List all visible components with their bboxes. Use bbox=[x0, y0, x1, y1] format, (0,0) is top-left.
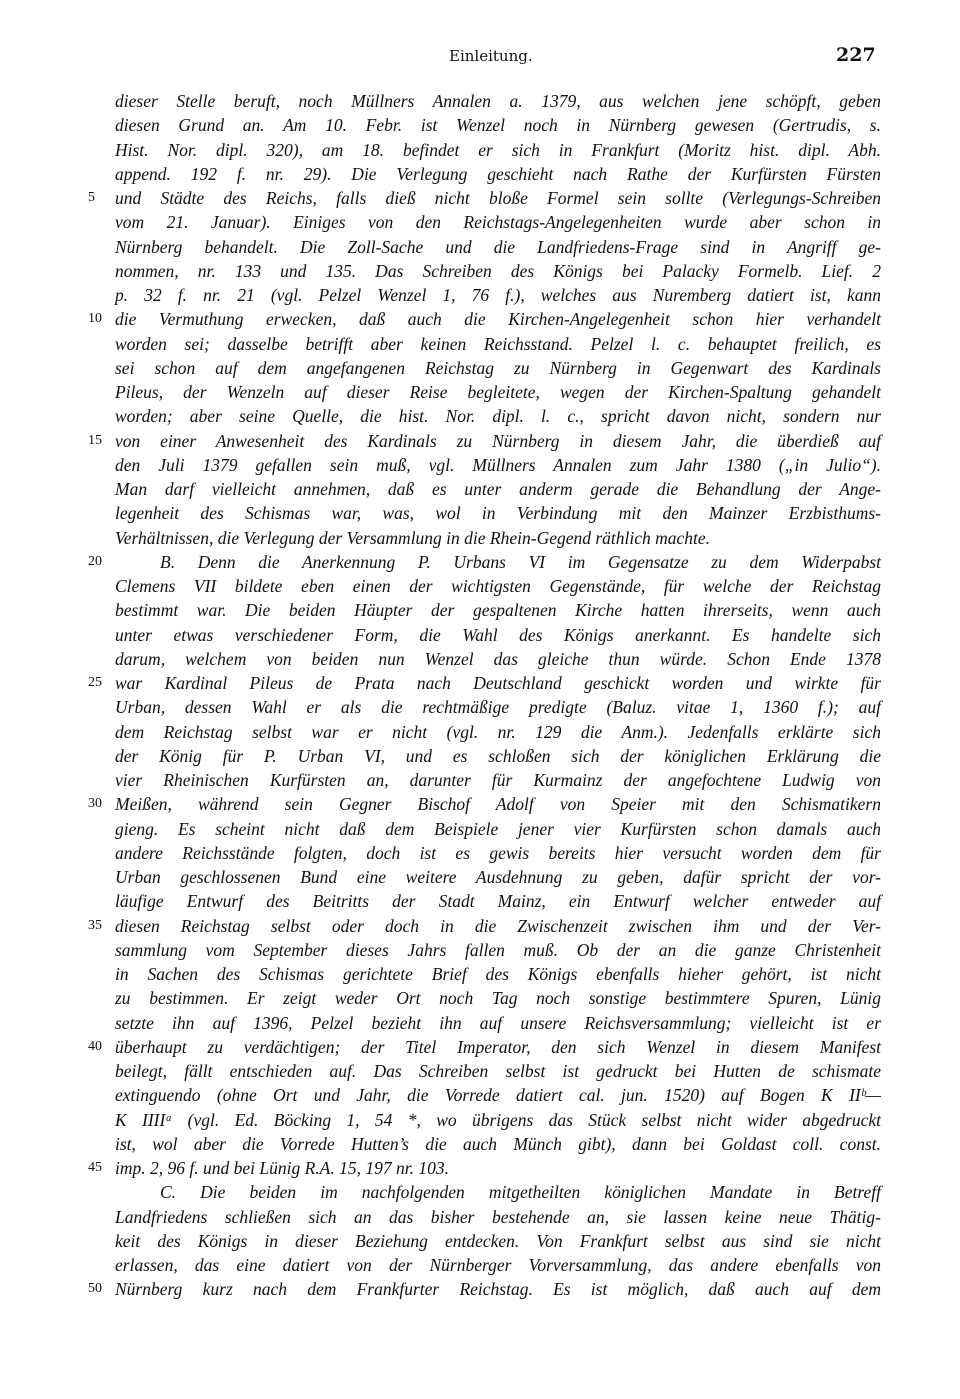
text-line: Nürnberg behandelt. Die Zoll-Sache und die Landfriedens-Frage sind in Angriff ge- bbox=[115, 237, 881, 257]
line-number: 10 bbox=[88, 311, 102, 326]
text-line: der König für P. Urban VI, und es schloßen sich der königlichen Erklärung die bbox=[115, 746, 881, 766]
running-title: Einleitung. bbox=[449, 47, 533, 65]
text-line: Meißen, während sein Gegner Bischof Adolf von Speier mit den Schismatikern bbox=[115, 794, 881, 814]
line-number: 40 bbox=[88, 1039, 102, 1054]
line-number: 45 bbox=[88, 1160, 102, 1175]
text-line: diesen Reichstag selbst oder doch in die Zwischenzeit zwischen ihm und der Ver- bbox=[115, 916, 881, 936]
text-line: setzte ihn auf 1396, Pelzel bezieht ihn auf unsere Reichsversammlung; vielleicht ist er bbox=[115, 1013, 881, 1033]
text-line: in Sachen des Schismas gerichtete Brief des Königs ebenfalls hieher gehört, ist nicht bbox=[115, 964, 881, 984]
text-line: worden sei; dasselbe betrifft aber keinen Reichsstand. Pelzel l. c. behauptet freilich, es bbox=[115, 334, 881, 354]
text-line: bestimmt war. Die beiden Häupter der gespaltenen Kirche hatten ihrerseits, wenn auch bbox=[115, 600, 881, 620]
text-line: Pileus, der Wenzeln auf dieser Reise begleitete, wegen der Kirchen-Spaltung gehandelt bbox=[115, 382, 881, 402]
line-number: 30 bbox=[88, 796, 102, 811]
text-line: überhaupt zu verdächtigen; der Titel Imperator, den sich Wenzel in diesem Manifest bbox=[115, 1037, 881, 1057]
line-number: 25 bbox=[88, 675, 102, 690]
text-line: zu bestimmen. Er zeigt weder Ort noch Tag noch sonstige bestimmtere Spuren, Lünig bbox=[115, 988, 881, 1008]
text-line: vom 21. Januar). Einiges von den Reichstags-Angelegenheiten wurde aber schon in bbox=[115, 212, 881, 232]
text-line: imp. 2, 96 f. und bei Lünig R.A. 15, 197 nr. 103. bbox=[115, 1158, 449, 1178]
text-line: Urban geschlossenen Bund eine weitere Ausdehnung zu geben, dafür spricht der vor- bbox=[115, 867, 881, 887]
line-number: 50 bbox=[88, 1281, 102, 1296]
text-line: extinguendo (ohne Ort und Jahr, die Vorrede datiert cal. jun. 1520) auf Bogen K IIᵇ— bbox=[115, 1085, 881, 1105]
text-line: append. 192 f. nr. 29). Die Verlegung geschieht nach Rathe der Kurfürsten Fürsten bbox=[115, 164, 881, 184]
line-number: 35 bbox=[88, 918, 102, 933]
text-line: Landfriedens schließen sich an das bisher bestehende an, sie lassen keine neue Thätig- bbox=[115, 1207, 881, 1227]
text-line: p. 32 f. nr. 21 (vgl. Pelzel Wenzel 1, 76 f.), welches aus Nuremberg datiert ist, kann bbox=[115, 285, 881, 305]
text-line: diesen Grund an. Am 10. Febr. ist Wenzel noch in Nürnberg gewesen (Gertrudis, s. bbox=[115, 115, 881, 135]
text-line: worden; aber seine Quelle, die hist. Nor. dipl. l. c., spricht davon nicht, sondern nur bbox=[115, 406, 881, 426]
text-line: vier Rheinischen Kurfürsten an, darunter für Kurmainz der angefochtene Ludwig von bbox=[115, 770, 881, 790]
text-line: dieser Stelle beruft, noch Müllners Annalen a. 1379, aus welchen jene schöpft, geben bbox=[115, 91, 881, 111]
text-line: Nürnberg kurz nach dem Frankfurter Reichstag. Es ist möglich, daß auch auf dem bbox=[115, 1279, 881, 1299]
text-line: Verhältnissen, die Verlegung der Versammlung in die Rhein-Gegend räthlich machte. bbox=[115, 528, 711, 548]
text-line: dem Reichstag selbst war er nicht (vgl. nr. 129 die Anm.). Jedenfalls erklärte sich bbox=[115, 722, 881, 742]
text-line: andere Reichsstände folgten, doch ist es gewis bereits hier versucht worden dem für bbox=[115, 843, 881, 863]
text-line: sei schon auf dem angefangenen Reichstag zu Nürnberg in Gegenwart des Kardinals bbox=[115, 358, 881, 378]
text-line: sammlung vom September dieses Jahrs fallen muß. Ob der an die ganze Christenheit bbox=[115, 940, 881, 960]
text-line: ist, wol aber die Vorrede Hutten’s die auch Münch gibt), dann bei Goldast coll. const. bbox=[115, 1134, 881, 1154]
line-number: 15 bbox=[88, 433, 102, 448]
text-line: Clemens VII bildete eben einen der wichtigsten Gegenstände, für welche der Reichstag bbox=[115, 576, 881, 596]
text-line: läufige Entwurf des Beitritts der Stadt Mainz, ein Entwurf welcher entweder auf bbox=[115, 891, 881, 911]
text-line: unter etwas verschiedener Form, die Wahl des Königs anerkannt. Es handelte sich bbox=[115, 625, 881, 645]
text-line: darum, welchem von beiden nun Wenzel das gleiche thun würde. Schon Ende 1378 bbox=[115, 649, 881, 669]
text-line: und Städte des Reichs, falls dieß nicht bloße Formel sein sollte (Verlegungs-Schreiben bbox=[115, 188, 881, 208]
page-number: 227 bbox=[836, 44, 876, 66]
text-line: Hist. Nor. dipl. 320), am 18. befindet er sich in Frankfurt (Moritz hist. dipl. Abh. bbox=[115, 140, 881, 160]
text-line: erlassen, das eine datiert von der Nürnberger Vorversammlung, das andere ebenfalls von bbox=[115, 1255, 881, 1275]
text-line: B. Denn die Anerkennung P. Urbans VI im Gegensatze zu dem Widerpabst bbox=[160, 552, 881, 572]
text-line: C. Die beiden im nachfolgenden mitgetheilten königlichen Mandate in Betreff bbox=[160, 1182, 881, 1202]
text-line: beilegt, fällt entschieden auf. Das Schreiben selbst ist gedruckt bei Hutten de schismate bbox=[115, 1061, 881, 1081]
text-line: nommen, nr. 133 und 135. Das Schreiben des Königs bei Palacky Formelb. Lief. 2 bbox=[115, 261, 881, 281]
line-number: 20 bbox=[88, 554, 102, 569]
text-line: Urban, dessen Wahl er als die rechtmäßige predigte (Baluz. vitae 1, 1360 f.); auf bbox=[115, 697, 881, 717]
line-number: 5 bbox=[88, 190, 95, 205]
text-line: war Kardinal Pileus de Prata nach Deutschland geschickt worden und wirkte für bbox=[115, 673, 881, 693]
text-line: den Juli 1379 gefallen sein muß, vgl. Müllners Annalen zum Jahr 1380 („in Julio“). bbox=[115, 455, 881, 475]
text-line: legenheit des Schismas war, was, wol in Verbindung mit den Mainzer Erzbisthums- bbox=[115, 503, 881, 523]
text-line: keit des Königs in dieser Beziehung entdecken. Von Frankfurt selbst aus sind sie nicht bbox=[115, 1231, 881, 1251]
text-line: Man darf vielleicht annehmen, daß es unter anderm gerade die Behandlung der Ange- bbox=[115, 479, 881, 499]
text-line: die Vermuthung erwecken, daß auch die Kirchen-Angelegenheit schon hier verhandelt bbox=[115, 309, 881, 329]
text-line: gieng. Es scheint nicht daß dem Beispiele jener vier Kurfürsten schon damals auch bbox=[115, 819, 881, 839]
text-line: von einer Anwesenheit des Kardinals zu Nürnberg in diesem Jahr, die überdieß auf bbox=[115, 431, 881, 451]
text-line: K IIIIᵃ (vgl. Ed. Böcking 1, 54 *, wo übrigens das Stück selbst nicht wider abgedruckt bbox=[115, 1110, 881, 1130]
